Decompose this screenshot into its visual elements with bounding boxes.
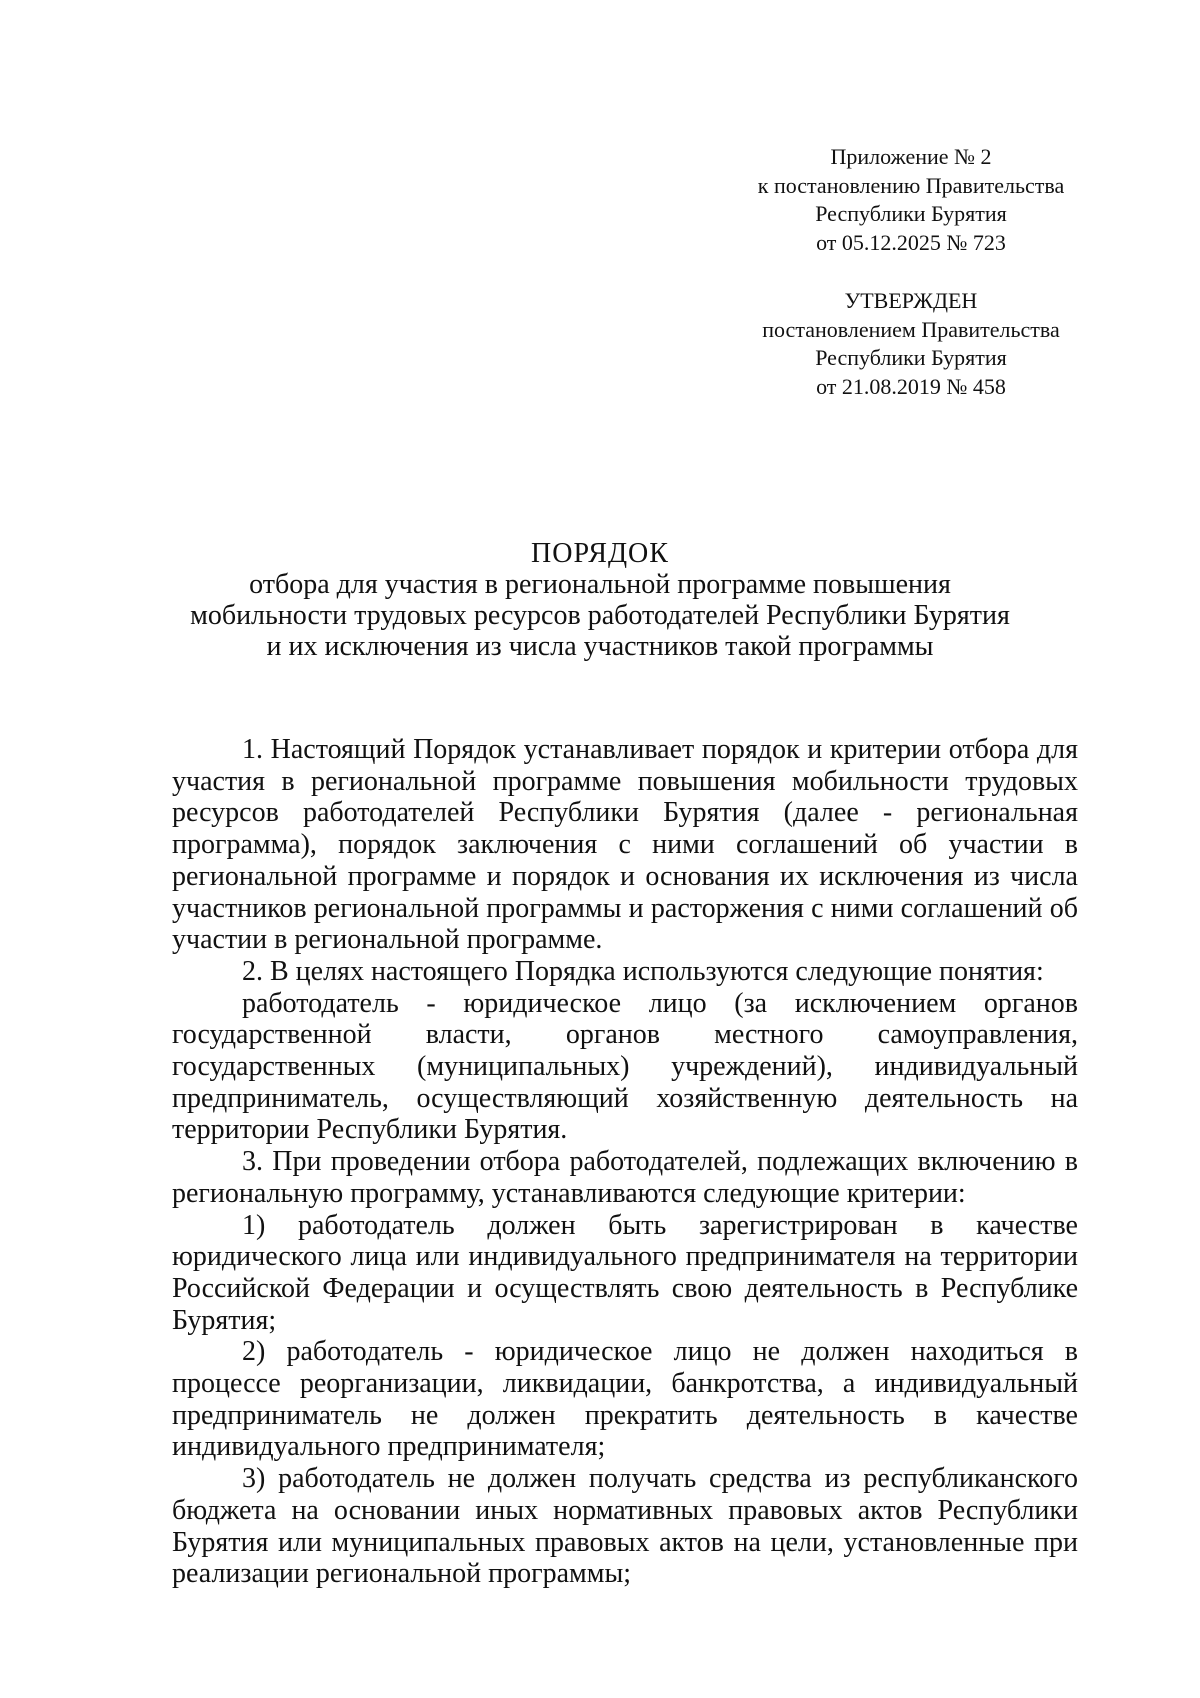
title-subtitle-line: отбора для участия в региональной программе повышения [249,569,951,600]
title-subtitle-line: и их исключения из числа участников такой программы [266,631,934,662]
document-title [150,538,1050,662]
attachment-line: Республики Бурятия [815,201,1007,226]
body-paragraph: 1. Настоящий Порядок устанавливает порядок и критерии отбора для участия в региональной программе повышения мобильности трудовых ресурсов работодателей Республики Бурятия (далее - региональная программа), порядок заключения с ними соглашений об участии в региональной программе и порядок и основания их исключения из числа участников региональной программы и расторжения с ними соглашений об участии в региональной программе. [172,734,1078,956]
body-paragraph: работодатель - юридическое лицо (за исключением органов государственной власти, органов местного самоуправления, государственных (муниципальных) учреждений), индивидуальный предприниматель, осуществляющий хозяйственную деятельность на территории Республики Бурятия. [172,987,1078,1146]
attachment-stamp [733,143,1089,257]
approval-line: постановлением Правительства [762,316,1060,342]
attachment-line: Приложение № 2 [830,144,992,169]
body-paragraph: 3) работодатель не должен получать средства из республиканского бюджета на основании иных нормативных правовых актов Республики Бурятия или муниципальных правовых актов на цели, установленные при реализации региональной программы; [172,1463,1078,1590]
attachment-line: от 05.12.2025 № 723 [816,229,1006,255]
body-paragraph: 2. В целях настоящего Порядка используются следующие понятия: [242,955,1044,987]
body-paragraph: 1) работодатель должен быть зарегистрирован в качестве юридического лица или индивидуального предпринимателя на территории Российской Федерации и осуществлять свою деятельность в Республике Бурятия; [172,1209,1078,1336]
title-heading: ПОРЯДОК [531,538,669,569]
approval-line: Республики Бурятия [815,345,1007,370]
title-subtitle-line: мобильности трудовых ресурсов работодателей Республики Бурятия [190,600,1010,631]
body-paragraph: 3. При проведении отбора работодателей, подлежащих включению в региональную программу, устанавливаются следующие критерии: [172,1146,1078,1209]
attachment-line: к постановлению Правительства [757,172,1065,198]
approval-line: от 21.08.2019 № 458 [816,373,1006,399]
approval-line: УТВЕРЖДЕН [844,288,978,313]
body-paragraph: 2) работодатель - юридическое лицо не должен находиться в процессе реорганизации, ликвидации, банкротства, а индивидуальный предприниматель не должен прекратить деятельность в качестве индивидуального предпринимателя; [172,1336,1078,1463]
document-body [172,734,1078,1590]
approval-stamp [733,287,1089,401]
